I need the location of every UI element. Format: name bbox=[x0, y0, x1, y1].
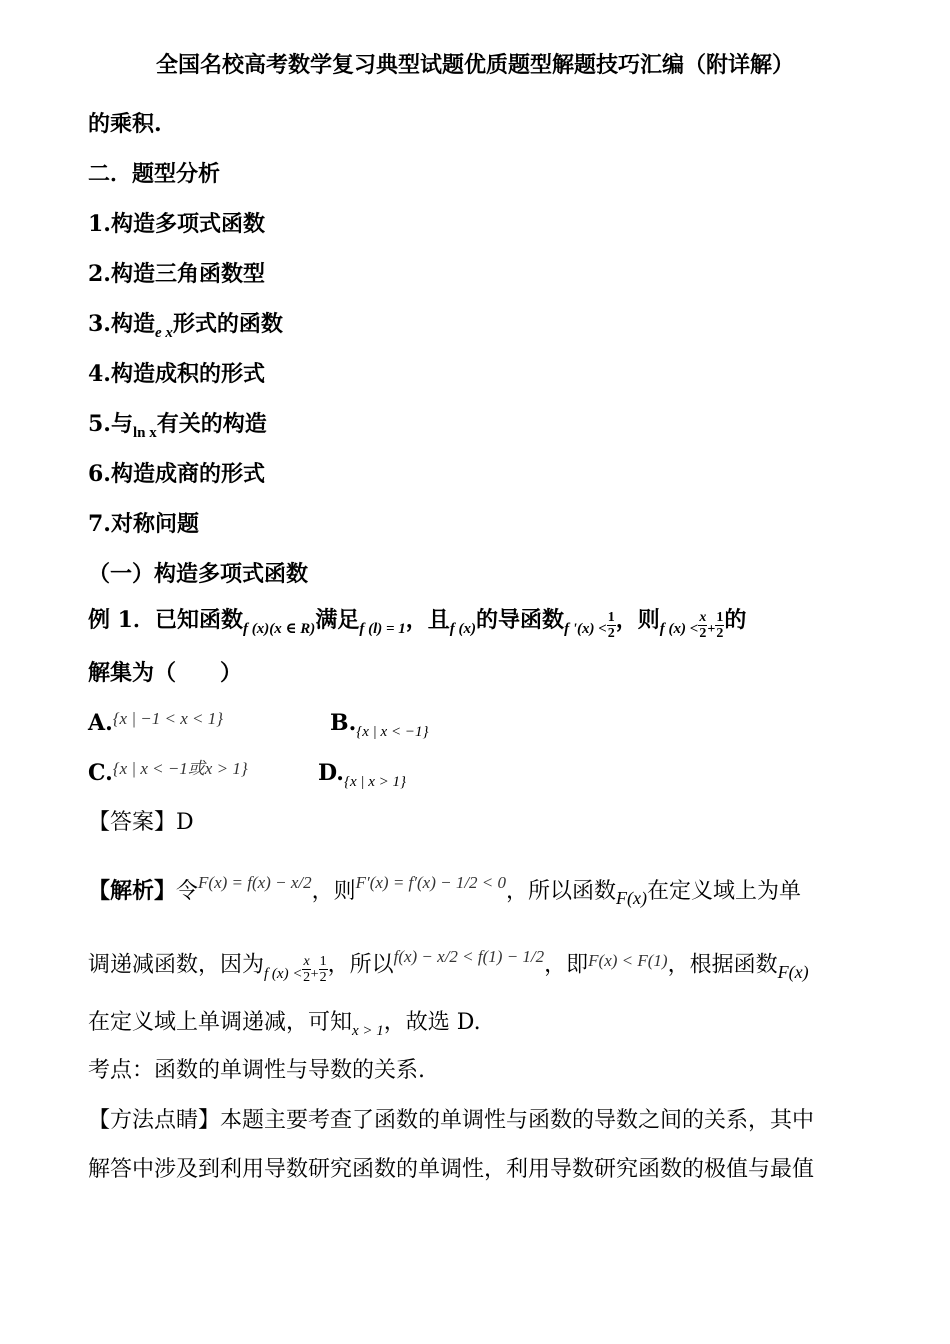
example-fraction-3 bbox=[715, 610, 724, 641]
option-c-value: {x | x < −1或x > 1} bbox=[112, 759, 248, 778]
type-item-5 bbox=[88, 409, 267, 442]
analysis-text: 在定义域上单调递减，可知 bbox=[88, 1010, 353, 1035]
example-math-2: f (l) = 1 bbox=[359, 621, 406, 637]
type-item-5-suffix: 有关的构造 bbox=[156, 411, 267, 437]
example-question-line-2: 解集为（ ） bbox=[88, 660, 243, 686]
option-a-label: A. bbox=[88, 710, 113, 736]
analysis-fraction-2 bbox=[319, 954, 328, 985]
type-item-5-math: ln x bbox=[132, 425, 157, 441]
type-item-3-prefix: 3.构造 bbox=[88, 311, 155, 337]
subsection-heading: （一）构造多项式函数 bbox=[88, 561, 309, 587]
analysis-fraction-1 bbox=[302, 954, 310, 985]
option-c-label: C. bbox=[88, 760, 113, 786]
analysis-text: ，所以 bbox=[327, 952, 394, 978]
fraction-numerator: 1 bbox=[716, 609, 724, 625]
type-item-3 bbox=[88, 309, 283, 342]
example-question bbox=[88, 605, 746, 639]
analysis-text: ，所以函数 bbox=[506, 879, 617, 904]
option-a-value: {x | −1 < x < 1} bbox=[112, 709, 224, 728]
fraction-denominator: 2 bbox=[607, 625, 615, 641]
option-d bbox=[318, 758, 406, 791]
plus-sign: + bbox=[707, 622, 716, 637]
section-heading: 二．题型分析 bbox=[88, 161, 221, 187]
analysis-text: 在定义域上为单 bbox=[647, 879, 802, 904]
type-item-6: 6.构造成商的形式 bbox=[88, 461, 265, 487]
analysis-line-2 bbox=[88, 946, 809, 985]
analysis-formula-6: F(x) < F(1) bbox=[588, 950, 668, 970]
fraction-denominator: 2 bbox=[303, 970, 311, 985]
analysis-formula-3: F(x) bbox=[616, 888, 648, 908]
example-math-1: f (x)(x ∈ R) bbox=[242, 621, 316, 637]
analysis-label: 【解析】 bbox=[88, 878, 177, 904]
example-text-5: 的 bbox=[724, 607, 747, 633]
analysis-text: ，即 bbox=[544, 952, 589, 978]
type-item-5-prefix: 5.与 bbox=[88, 411, 133, 437]
analysis-line-3 bbox=[88, 1008, 481, 1040]
fraction-denominator: 2 bbox=[319, 970, 327, 985]
fraction-numerator: 1 bbox=[319, 954, 327, 969]
page-title: 全国名校高考数学复习典型试题优质题型解题技巧汇编（附详解） bbox=[155, 52, 794, 78]
analysis-formula-8: x > 1 bbox=[352, 1023, 384, 1039]
analysis-formula-1: F(x) = f(x) − x/2 bbox=[198, 873, 312, 892]
method-line-2: 解答中涉及到利用导数研究函数的单调性，利用导数研究函数的极值与最值 bbox=[88, 1157, 815, 1182]
fraction-denominator: 2 bbox=[716, 625, 724, 641]
analysis-formula-7: F(x) bbox=[777, 961, 809, 982]
analysis-text: ，故选 D. bbox=[383, 1010, 481, 1035]
example-text-1: 满足 bbox=[315, 607, 360, 633]
analysis-text: ，根据函数 bbox=[667, 952, 778, 978]
example-text-4: ，则 bbox=[615, 607, 660, 633]
plus-sign: + bbox=[310, 966, 319, 982]
analysis-line-1 bbox=[88, 873, 802, 908]
kaodian-line: 考点：函数的单调性与导数的关系. bbox=[88, 1058, 425, 1083]
method-line-1: 【方法点睛】本题主要考查了函数的单调性与函数的导数之间的关系，其中 bbox=[88, 1108, 815, 1133]
example-text-2: ，且 bbox=[405, 607, 450, 633]
analysis-text: 调递减函数，因为 bbox=[88, 952, 265, 978]
type-item-2: 2.构造三角函数型 bbox=[88, 261, 265, 287]
option-a bbox=[88, 708, 223, 740]
option-c bbox=[88, 758, 248, 790]
continuation-line: 的乘积. bbox=[88, 111, 162, 137]
type-item-3-math: e x bbox=[154, 325, 173, 341]
example-text-3: 的导函数 bbox=[476, 607, 565, 633]
analysis-formula-2: F′(x) = f′(x) − 1/2 < 0 bbox=[355, 873, 507, 892]
example-fraction-2 bbox=[698, 610, 707, 641]
type-item-1: 1.构造多项式函数 bbox=[88, 211, 265, 237]
option-d-value: {x | x > 1} bbox=[343, 774, 407, 790]
option-b-label: B. bbox=[330, 710, 357, 736]
example-label: 例 1．已知函数 bbox=[88, 607, 243, 633]
analysis-formula-4: f (x) < bbox=[264, 965, 303, 982]
type-item-3-suffix: 形式的函数 bbox=[172, 311, 283, 337]
fraction-numerator: x bbox=[699, 609, 707, 625]
analysis-formula-5: f(x) − x/2 < f(1) − 1/2 bbox=[393, 946, 545, 966]
type-item-4: 4.构造成积的形式 bbox=[88, 361, 265, 387]
fraction-numerator: x bbox=[303, 954, 310, 969]
analysis-text: ，则 bbox=[311, 879, 356, 904]
example-fraction-1 bbox=[607, 610, 616, 641]
example-math-4: f '(x) < bbox=[564, 621, 607, 637]
option-d-label: D. bbox=[318, 760, 344, 786]
analysis-text: 令 bbox=[176, 879, 199, 904]
fraction-denominator: 2 bbox=[699, 625, 707, 641]
option-b bbox=[330, 708, 428, 741]
example-math-3: f (x) bbox=[449, 621, 477, 637]
fraction-numerator: 1 bbox=[607, 609, 615, 625]
example-math-5: f (x) < bbox=[659, 621, 699, 637]
answer-line: 【答案】D bbox=[88, 810, 194, 835]
option-b-value: {x | x < −1} bbox=[356, 724, 429, 740]
type-item-7: 7.对称问题 bbox=[88, 511, 199, 537]
